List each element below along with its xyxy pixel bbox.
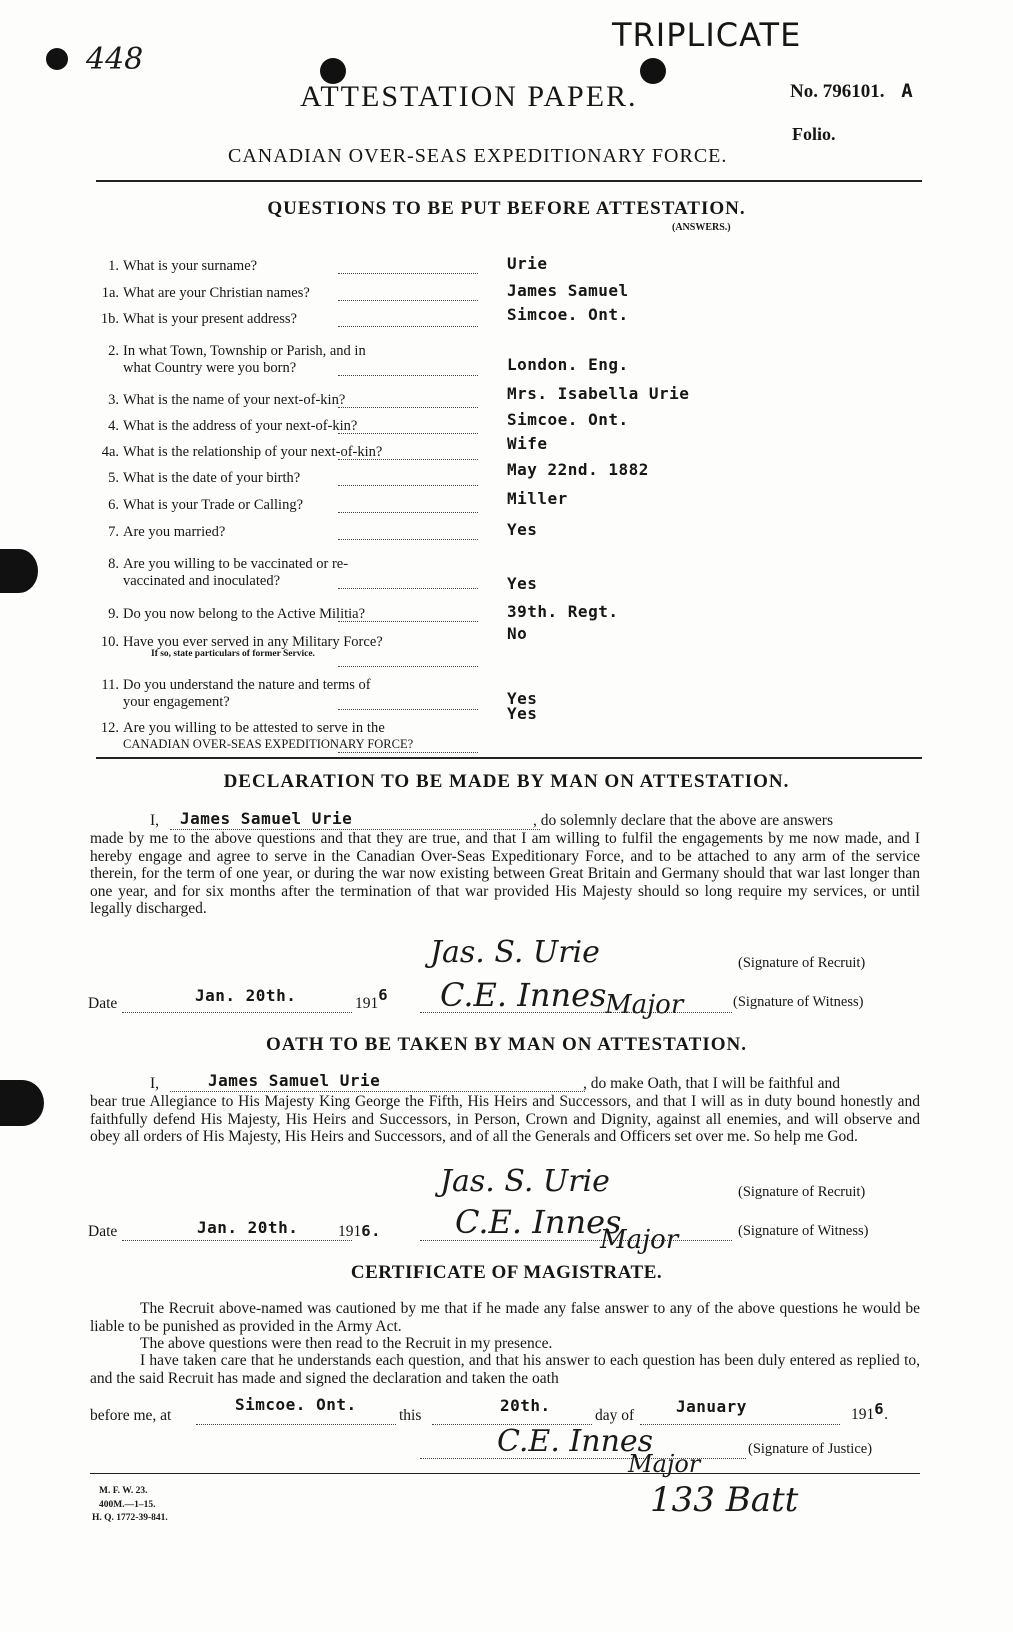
declaration-recruit-signature: Jas. S. Urie (430, 935, 600, 970)
question-number: 1a. (101, 285, 119, 301)
certificate-before-label: before me, at (90, 1407, 172, 1424)
declaration-prefix: I, (150, 812, 160, 829)
certificate-heading: CERTIFICATE OF MAGISTRATE. (350, 1262, 663, 1283)
question-number: 1. (108, 258, 119, 274)
oath-date-line (122, 1240, 352, 1241)
answer-line (338, 621, 478, 622)
oath-date-value: Jan. 20th. (197, 1218, 299, 1237)
oath-heading: OATH TO BE TAKEN BY MAN ON ATTESTATION. (265, 1034, 748, 1055)
oath-witness-line (420, 1240, 732, 1241)
question-number: 3. (108, 392, 119, 408)
certificate-year-digit: 6 (874, 1400, 885, 1418)
question-text: What is your surname? (123, 258, 258, 274)
question-text: What is the relationship of your next-of-kin? (123, 444, 383, 460)
question-text: What is the date of your birth? (123, 470, 301, 486)
question-number: 5. (108, 470, 119, 486)
answer-value: No (507, 624, 528, 643)
oath-recruit-signature-label: (Signature of Recruit) (738, 1184, 866, 1200)
answer-line (338, 709, 478, 710)
declaration-date-line (122, 1012, 352, 1013)
answer-value: Simcoe. Ont. (507, 305, 629, 324)
certificate-month: January (676, 1397, 747, 1416)
answer-line (338, 512, 478, 513)
oath-witness-signature-label: (Signature of Witness) (738, 1223, 869, 1239)
answer-value: 39th. Regt. (507, 602, 619, 621)
question-text-line2: what Country were you born? (123, 360, 297, 376)
question-text-line2: If so, state particulars of former Service. (151, 649, 315, 659)
answer-value: Yes (507, 574, 538, 593)
question-text: Have you ever served in any Military Force? (123, 634, 383, 650)
answer-value: Wife (507, 434, 548, 453)
question-text-line2: vaccinated and inoculated? (123, 573, 281, 589)
declaration-line1-rest: , do solemnly declare that the above are answers (533, 812, 833, 829)
answer-value: Yes (507, 704, 538, 723)
certificate-p1 (90, 1300, 920, 1335)
margin-note: 448 (86, 42, 144, 77)
declaration-body: made by me to the above questions and that they are true, and that I am willing to fulfil the engagements by me now made, and I hereby engage and agree to serve in the Canadian Over-Seas Expeditionary Force, and to be attached to any arm of the service therein, for the term of one year, or during the war now existing between Great Britain and Germany should that war last longer than one year, and for six months after the termination of that war provided His Majesty should so long require my services, or until legally discharged. (90, 830, 920, 917)
question-number: 7. (108, 524, 119, 540)
oath-witness-rank: Major (600, 1225, 679, 1255)
print-run: 400M.—1–15. (99, 1500, 156, 1510)
triplicate-stamp: TRIPLICATE (612, 16, 802, 54)
question-number: 10. (100, 634, 119, 650)
certificate-this-label: this (399, 1407, 422, 1424)
answer-line (338, 666, 478, 667)
certificate-month-line (640, 1424, 840, 1425)
answer-value: Urie (507, 254, 548, 273)
answer-line (338, 588, 478, 589)
answer-line (338, 459, 478, 460)
answer-line (338, 300, 478, 301)
certificate-place-line (196, 1424, 396, 1425)
oath-recruit-signature: Jas. S. Urie (440, 1164, 610, 1199)
answer-value: James Samuel (507, 281, 629, 300)
certificate-p3 (90, 1352, 920, 1387)
answer-line (338, 539, 478, 540)
question-text: Are you willing to be attested to serve in the (123, 720, 385, 736)
declaration-date-value: Jan. 20th. (195, 986, 297, 1005)
punch-hole-top-left (46, 48, 68, 70)
certificate-day: 20th. (500, 1396, 551, 1415)
certificate-place: Simcoe. Ont. (235, 1395, 357, 1414)
certificate-p1-text: The Recruit above-named was cautioned by me that if he made any false answer to any of the above questions he would be liable to be punished as provided in the Army Act. (90, 1300, 920, 1335)
question-text: What is the name of your next-of-kin? (123, 392, 346, 408)
answer-line (338, 485, 478, 486)
certificate-p2 (90, 1335, 920, 1353)
certificate-p3-text: I have taken care that he understands each question, and that his answer to each question has been duly entered as replied to, and the said Recruit has made and signed the declaration and taken the oath (90, 1352, 920, 1387)
answer-line (338, 375, 478, 376)
justice-rank: Major (628, 1450, 701, 1478)
certificate-day-of-label: day of (595, 1407, 635, 1424)
oath-prefix: I, (150, 1075, 160, 1092)
question-text: What are your Christian names? (123, 285, 310, 301)
question-text: What is the address of your next-of-kin? (123, 418, 358, 434)
question-text-line2: your engagement? (123, 694, 230, 710)
oath-line1-rest: , do make Oath, that I will be faithful and (583, 1075, 840, 1092)
punch-hole-top-center-right (640, 58, 666, 84)
certificate-p2-text: The above questions were then read to the Recruit in my presence. (140, 1335, 553, 1352)
justice-signature-line (420, 1458, 746, 1459)
answer-line (338, 326, 478, 327)
answer-value: Mrs. Isabella Urie (507, 384, 690, 403)
question-number: 4a. (101, 444, 119, 460)
regimental-number-suffix: A (901, 80, 914, 102)
header-divider (96, 180, 922, 182)
question-number: 4. (108, 418, 119, 434)
document-subtitle: CANADIAN OVER-SEAS EXPEDITIONARY FORCE. (228, 145, 728, 167)
question-number: 1b. (100, 311, 119, 327)
oath-date-label: Date (88, 1223, 118, 1240)
questions-heading: QUESTIONS TO BE PUT BEFORE ATTESTATION. (267, 198, 746, 219)
question-text: Do you now belong to the Active Militia? (123, 606, 366, 622)
question-number: 9. (108, 606, 119, 622)
question-text: Are you married? (123, 524, 226, 540)
answer-line (338, 273, 478, 274)
oath-year-prefix: 191 (338, 1223, 362, 1240)
declaration-witness-rank: Major (605, 990, 684, 1020)
form-code: M. F. W. 23. (99, 1486, 148, 1496)
declaration-year-prefix: 191 (355, 995, 379, 1012)
oath-year (338, 1222, 381, 1241)
regimental-number (790, 80, 913, 103)
certificate-year-prefix: 191 (851, 1406, 875, 1423)
answer-value: May 22nd. 1882 (507, 460, 649, 479)
regimental-number-value: No. 796101. (790, 81, 885, 102)
answer-value: Yes (507, 689, 538, 708)
answer-line (338, 752, 478, 753)
oath-name-line (170, 1091, 585, 1092)
oath-body: bear true Allegiance to His Majesty King George the Fifth, His Heirs and Successors, and that I will as in duty bound honestly and faithfully defend His Majesty, His Heirs and Successors, in Person, Crown and Dignity, against all enemies, and will observe and obey all orders of His Majesty, His Heirs and Successors, and of all the Generals and Officers set over me. So help me God. (90, 1093, 920, 1145)
punch-hole-left-lower (0, 1080, 44, 1126)
certificate-year (851, 1400, 888, 1424)
declaration-recruit-signature-label: (Signature of Recruit) (738, 955, 866, 971)
question-number: 2. (108, 343, 119, 359)
declaration-year-digit: 6 (378, 986, 389, 1004)
hq-code: H. Q. 1772-39-841. (92, 1513, 168, 1523)
question-number: 8. (108, 556, 119, 572)
question-text: In what Town, Township or Parish, and in (123, 343, 366, 359)
answer-line (338, 407, 478, 408)
question-text-line2: CANADIAN OVER-SEAS EXPEDITIONARY FORCE? (123, 737, 414, 751)
justice-unit: 133 Batt (650, 1480, 799, 1520)
declaration-witness-line (420, 1012, 732, 1013)
oath-name: James Samuel Urie (208, 1071, 381, 1090)
certificate-bottom-rule (90, 1473, 920, 1474)
answer-value: Simcoe. Ont. (507, 410, 629, 429)
answer-value: Miller (507, 489, 568, 508)
declaration-witness-signature: C.E. Innes (440, 976, 607, 1014)
answer-value: London. Eng. (507, 355, 629, 374)
question-text: Are you willing to be vaccinated or re- (123, 556, 349, 572)
document-title: ATTESTATION PAPER. (300, 80, 638, 113)
questions-divider (96, 757, 922, 759)
declaration-heading: DECLARATION TO BE MADE BY MAN ON ATTESTATION. (223, 771, 790, 792)
declaration-witness-signature-label: (Signature of Witness) (733, 994, 864, 1010)
folio-label: Folio. (792, 124, 836, 144)
answers-column-label: (ANSWERS.) (672, 222, 731, 233)
oath-witness-signature: C.E. Innes (455, 1203, 622, 1241)
oath-year-digit: 6. (361, 1222, 381, 1240)
declaration-year (355, 986, 389, 1013)
question-number: 12. (100, 720, 119, 736)
question-text: What is your present address? (123, 311, 297, 327)
question-number: 6. (108, 497, 119, 513)
declaration-date-label: Date (88, 995, 118, 1012)
question-text: Do you understand the nature and terms of (123, 677, 371, 693)
justice-signature: C.E. Innes (497, 1424, 654, 1459)
justice-signature-label: (Signature of Justice) (748, 1441, 873, 1457)
declaration-name: James Samuel Urie (180, 809, 353, 828)
punch-hole-left-upper (0, 549, 38, 593)
answer-value: Yes (507, 520, 538, 539)
answer-line (338, 433, 478, 434)
question-number: 11. (101, 677, 119, 693)
certificate-year-period: . (884, 1406, 888, 1423)
question-text: What is your Trade or Calling? (123, 497, 304, 513)
